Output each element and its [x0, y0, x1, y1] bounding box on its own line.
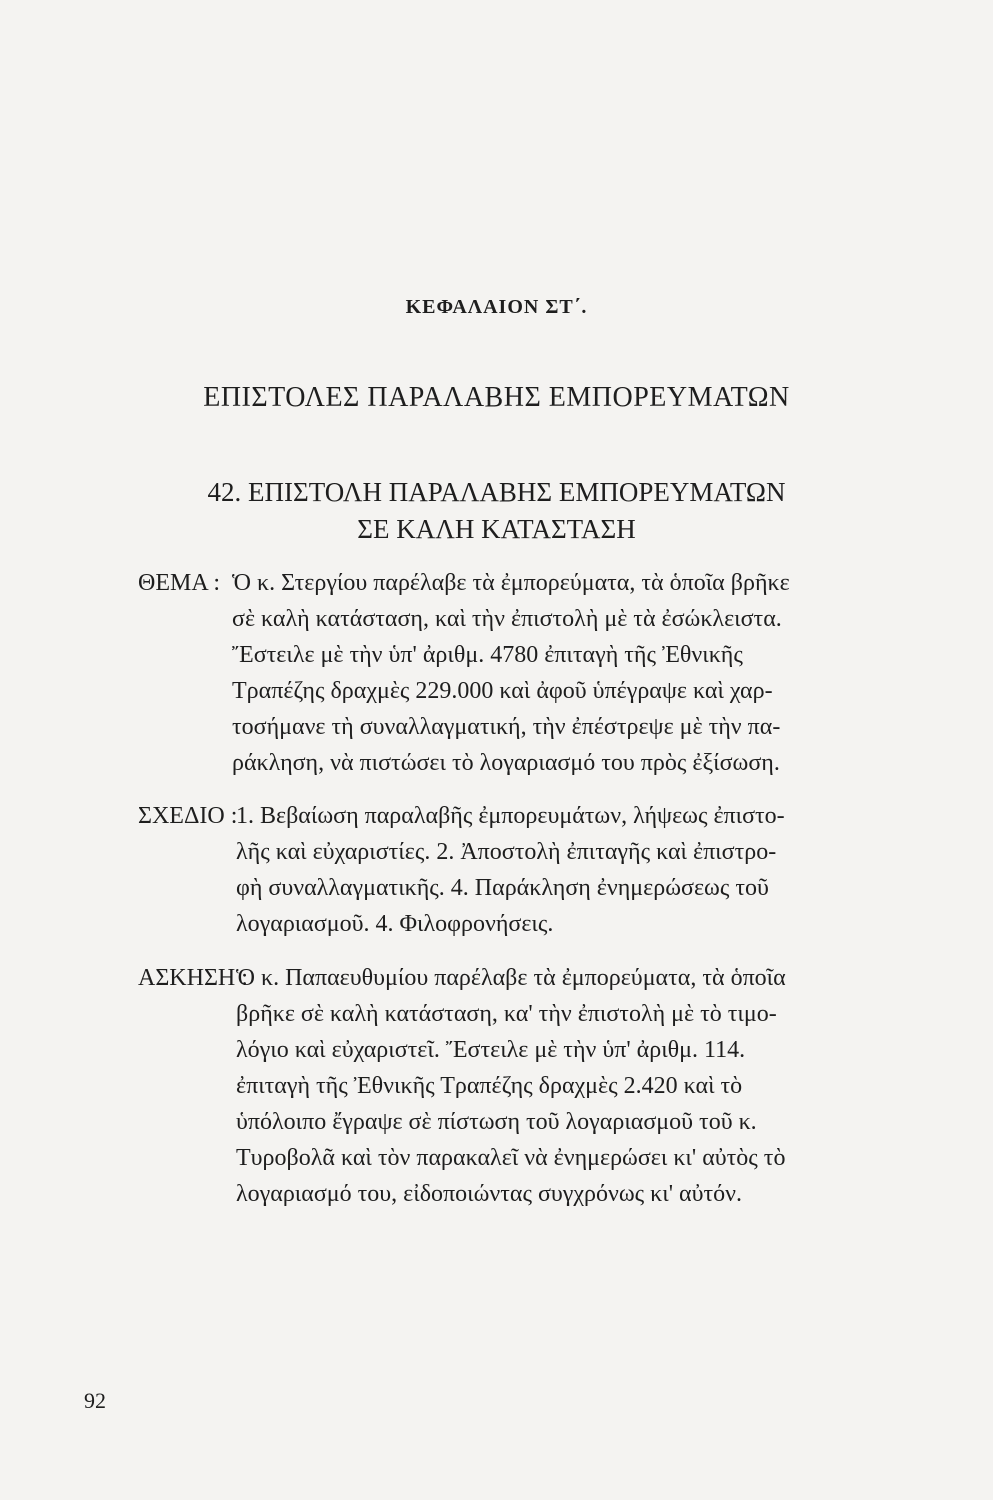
chapter-heading: ΚΕΦΑΛΑΙΟΝ ΣΤ΄.: [405, 296, 588, 318]
askisi-label: ΑΣΚΗΣΗ :: [138, 965, 248, 991]
text-line: τοσήμανε τὴ συναλλαγματική, τὴν ἐπέστρεψε μὲ τὴν πα-: [232, 714, 781, 740]
text-line: φὴ συναλλαγματικῆς. 4. Παράκληση ἐνημερώσεως τοῦ: [236, 875, 769, 901]
text-line: λόγιο καὶ εὐχαριστεῖ. Ἔστειλε μὲ τὴν ὑπ' ἀριθμ. 114.: [236, 1037, 746, 1063]
text-line: Ὁ κ. Στεργίου παρέλαβε τὰ ἐμπορεύματα, τὰ ὁποῖα βρῆκε: [232, 570, 790, 596]
page-number: 92: [84, 1388, 106, 1413]
text-line: ὑπόλοιπο ἔγραψε σὲ πίστωση τοῦ λογαριασμοῦ τοῦ κ.: [236, 1109, 757, 1135]
text-line: ράκληση, νὰ πιστώσει τὸ λογαριασμό του πρὸς ἐξίσωση.: [232, 750, 780, 776]
text-line: Τυροβολᾶ καὶ τὸν παρακαλεῖ νὰ ἐνημερώσει κι' αὐτὸς τὸ: [236, 1145, 786, 1171]
text-line: Τραπέζης δραχμὲς 229.000 καὶ ἀφοῦ ὑπέγραψε καὶ χαρ-: [232, 678, 773, 704]
text-line: λογαριασμό του, εἰδοποιώντας συγχρόνως κι' αὐτόν.: [236, 1181, 742, 1207]
text-line: βρῆκε σὲ καλὴ κατάσταση, κα' τὴν ἐπιστολὴ μὲ τὸ τιμο-: [236, 1001, 777, 1027]
text-line: λῆς καὶ εὐχαριστίες. 2. Ἀποστολὴ ἐπιταγῆς καὶ ἐπιστρο-: [236, 839, 777, 865]
sub-title: [0, 474, 993, 548]
sub-title-line-1: 42. ΕΠΙΣΤΟΛΗ ΠΑΡΑΛΑΒΗΣ ΕΜΠΟΡΕΥΜΑΤΩΝ: [207, 477, 786, 507]
text-line: 1. Βεβαίωση παραλαβῆς ἐμπορευμάτων, λήψεως ἐπιστο-: [236, 803, 785, 829]
schedio-text: [236, 798, 926, 942]
thema-text: [232, 565, 922, 781]
text-line: σὲ καλὴ κατάσταση, καὶ τὴν ἐπιστολὴ μὲ τὰ ἐσώκλειστα.: [232, 606, 782, 632]
text-line: Ἔστειλε μὲ τὴν ὑπ' ἀριθμ. 4780 ἐπιταγὴ τῆς Ἐθνικῆς: [232, 642, 743, 668]
text-line: Ὁ κ. Παπαευθυμίου παρέλαβε τὰ ἐμπορεύματα, τὰ ὁποῖα: [236, 965, 786, 991]
text-line: λογαριασμοῦ. 4. Φιλοφρονήσεις.: [236, 911, 554, 937]
text-line: ἐπιταγὴ τῆς Ἐθνικῆς Τραπέζης δραχμὲς 2.420 καὶ τὸ: [236, 1073, 743, 1099]
thema-label: ΘΕΜΑ :: [138, 570, 221, 596]
main-title: ΕΠΙΣΤΟΛΕΣ ΠΑΡΑΛΑΒΗΣ ΕΜΠΟΡΕΥΜΑΤΩΝ: [203, 382, 790, 413]
schedio-label: ΣΧΕΔΙΟ :: [138, 803, 238, 829]
sub-title-line-2: ΣΕ ΚΑΛΗ ΚΑΤΑΣΤΑΣΗ: [357, 514, 636, 544]
askisi-text: [236, 960, 926, 1212]
